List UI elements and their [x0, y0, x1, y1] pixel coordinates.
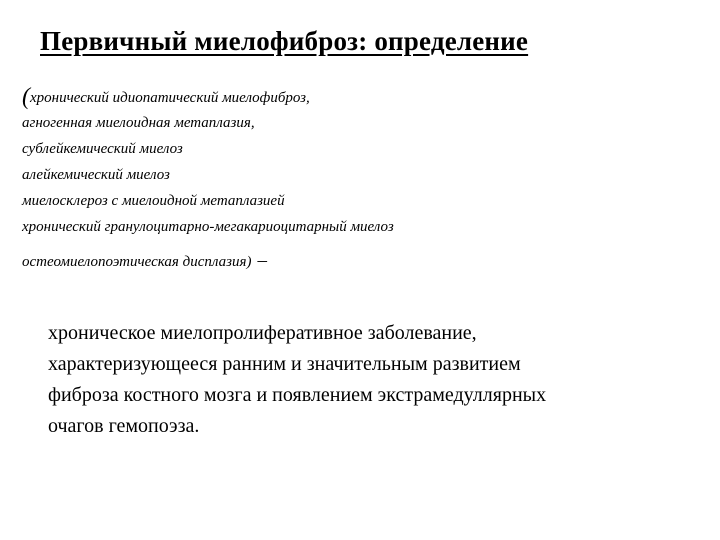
synonym-text: остеомиелопоэтическая дисплазия)	[22, 254, 252, 270]
synonym-item: алейкемический миелоз	[22, 167, 170, 183]
synonym-item: хронический гранулоцитарно-мегакариоцитарный миелоз	[22, 219, 394, 235]
definition-text	[48, 318, 688, 442]
definition-line: очагов гемопоэза.	[48, 415, 200, 437]
synonym-item	[22, 84, 394, 110]
slide-title: Первичный миелофиброз: определение	[40, 26, 529, 56]
synonym-item: агногенная миелоидная метаплазия,	[22, 115, 255, 131]
opening-parenthesis: (	[22, 84, 30, 110]
synonym-item: миелосклероз с миелоидной метаплазией	[22, 193, 285, 209]
synonyms-list	[22, 84, 394, 274]
synonym-text: хронический идиопатический миелофиброз,	[30, 90, 310, 106]
synonym-item: сублейкемический миелоз	[22, 141, 183, 157]
synonym-item	[22, 248, 394, 274]
definition-line: характеризующееся ранним и значительным развитием	[48, 353, 521, 375]
definition-line: хроническое миелопролиферативное заболевание,	[48, 322, 477, 344]
definition-line: фиброза костного мозга и появлением экстрамедуллярных	[48, 384, 547, 406]
definition-dash: –	[257, 250, 267, 271]
